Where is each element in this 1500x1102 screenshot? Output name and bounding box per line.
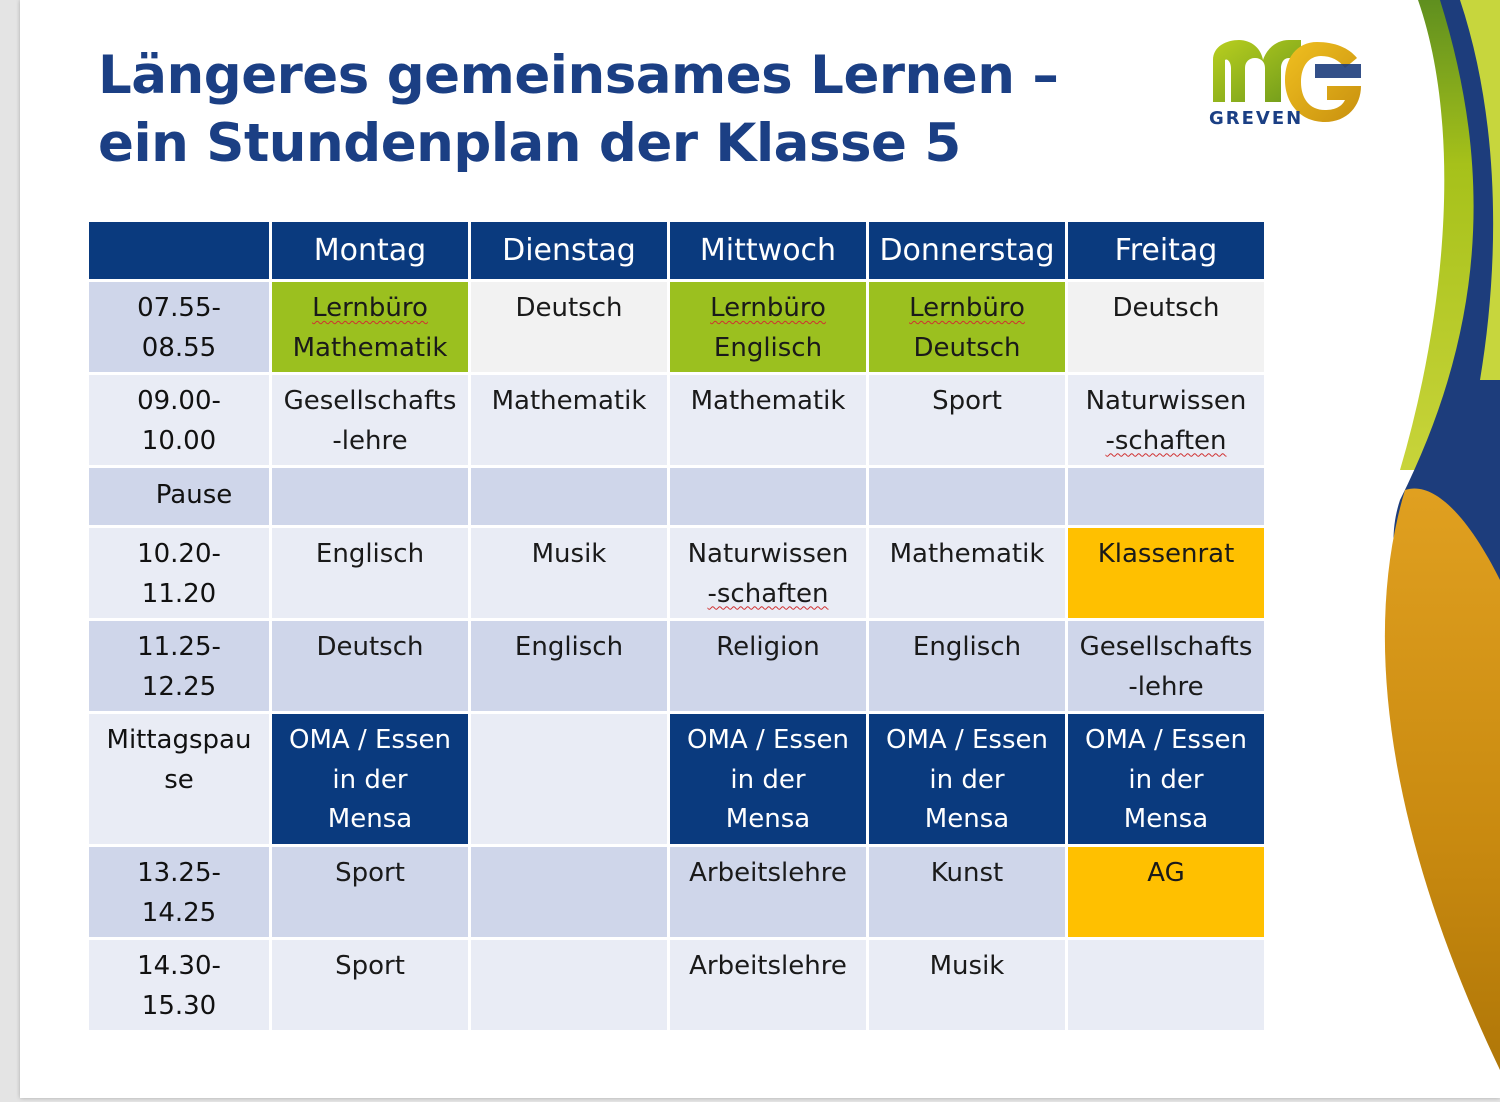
- lesson-label: Lernbüro Mathematik: [292, 293, 448, 363]
- lesson-cell: [868, 527, 1067, 620]
- table-row: [88, 846, 1266, 939]
- time-slot-label: Mittagspau se: [106, 725, 252, 795]
- day-header: Freitag: [1067, 221, 1266, 281]
- lesson-label: Sport: [932, 386, 1002, 416]
- time-slot: [88, 713, 271, 846]
- page-title-line-1: Längeres gemeinsames Lernen –: [98, 45, 1059, 106]
- lesson-cell: [868, 374, 1067, 467]
- lesson-cell: [868, 713, 1067, 846]
- header-corner: [88, 221, 271, 281]
- time-slot-label: 14.30- 15.30: [137, 951, 221, 1021]
- lesson-label: Lernbüro Deutsch: [909, 293, 1025, 363]
- lesson-cell: [669, 939, 868, 1032]
- lesson-cell: [470, 846, 669, 939]
- time-slot: [88, 374, 271, 467]
- lesson-label: Musik: [531, 539, 607, 569]
- lesson-label: [272, 468, 468, 475]
- lesson-label: Gesellschafts -lehre: [283, 386, 457, 456]
- lesson-label: AG: [1147, 858, 1185, 888]
- lesson-cell: [669, 620, 868, 713]
- time-slot-label: Pause: [155, 480, 233, 510]
- lesson-label: Englisch: [514, 632, 624, 662]
- lesson-cell: [470, 713, 669, 846]
- timetable: [86, 219, 1267, 1033]
- lesson-cell: [669, 713, 868, 846]
- header-row: [88, 221, 1266, 281]
- day-header: Donnerstag: [868, 221, 1067, 281]
- school-logo: [1205, 38, 1365, 138]
- table-row: [88, 467, 1266, 527]
- lesson-cell: [1067, 846, 1266, 939]
- table-row: [88, 713, 1266, 846]
- lesson-label: Gesellschafts -lehre: [1079, 632, 1253, 702]
- lesson-cell: [669, 527, 868, 620]
- time-slot: [88, 281, 271, 374]
- lesson-label: Klassenrat: [1097, 539, 1235, 569]
- lesson-label: OMA / Essen in der Mensa: [687, 725, 849, 834]
- day-header: Montag: [271, 221, 470, 281]
- lesson-cell: [868, 846, 1067, 939]
- lesson-label: Lernbüro Englisch: [710, 293, 826, 363]
- time-slot-label: 13.25- 14.25: [137, 858, 221, 928]
- lesson-cell: [669, 374, 868, 467]
- lesson-cell: [1067, 467, 1266, 527]
- lesson-cell: [669, 467, 868, 527]
- lesson-label: OMA / Essen in der Mensa: [886, 725, 1048, 834]
- lesson-label: [471, 847, 667, 854]
- logo-text: GREVEN: [1209, 108, 1304, 129]
- lesson-cell: [868, 281, 1067, 374]
- lesson-label: Sport: [335, 858, 405, 888]
- lesson-cell: [470, 527, 669, 620]
- lesson-cell: [271, 846, 470, 939]
- table-row: [88, 374, 1266, 467]
- lesson-cell: [470, 467, 669, 527]
- lesson-cell: [1067, 527, 1266, 620]
- lesson-label: Sport: [335, 951, 405, 981]
- lesson-label: [471, 940, 667, 947]
- time-slot: [88, 620, 271, 713]
- lesson-cell: [1067, 939, 1266, 1032]
- time-slot: [88, 467, 271, 527]
- time-slot-label: 11.25- 12.25: [137, 632, 221, 702]
- lesson-label: Englisch: [912, 632, 1022, 662]
- lesson-cell: [271, 713, 470, 846]
- time-slot-label: 07.55- 08.55: [137, 293, 221, 363]
- lesson-label: [1068, 940, 1264, 947]
- lesson-cell: [1067, 620, 1266, 713]
- lesson-cell: [868, 620, 1067, 713]
- table-row: [88, 527, 1266, 620]
- lesson-label: [471, 468, 667, 475]
- lesson-cell: [669, 846, 868, 939]
- table-row: [88, 620, 1266, 713]
- lesson-label: Religion: [716, 632, 820, 662]
- lesson-label: OMA / Essen in der Mensa: [1085, 725, 1247, 834]
- lesson-cell: [271, 467, 470, 527]
- lesson-label: Englisch: [315, 539, 425, 569]
- lesson-cell: [868, 467, 1067, 527]
- time-slot-label: 09.00- 10.00: [137, 386, 221, 456]
- lesson-cell: [470, 374, 669, 467]
- page-title: [98, 42, 1098, 178]
- lesson-cell: [1067, 713, 1266, 846]
- lesson-label: OMA / Essen in der Mensa: [289, 725, 451, 834]
- lesson-cell: [1067, 374, 1266, 467]
- lesson-label: Deutsch: [316, 632, 424, 662]
- lesson-cell: [470, 281, 669, 374]
- lesson-cell: [271, 281, 470, 374]
- lesson-label: [1068, 468, 1264, 475]
- table-row: [88, 281, 1266, 374]
- lesson-cell: [1067, 281, 1266, 374]
- lesson-cell: [271, 620, 470, 713]
- lesson-label: Deutsch: [515, 293, 623, 323]
- lesson-label: [471, 714, 667, 721]
- time-slot: [88, 939, 271, 1032]
- day-header: Dienstag: [470, 221, 669, 281]
- day-header: Mittwoch: [669, 221, 868, 281]
- slide: [20, 0, 1500, 1098]
- lesson-label: Mathematik: [889, 539, 1045, 569]
- lesson-label: Arbeitslehre: [689, 858, 847, 888]
- lesson-cell: [470, 620, 669, 713]
- time-slot: [88, 527, 271, 620]
- lesson-label: Naturwissen -schaften: [687, 539, 849, 609]
- lesson-label: Naturwissen -schaften: [1085, 386, 1247, 456]
- lesson-label: [670, 468, 866, 475]
- lesson-label: Deutsch: [1112, 293, 1220, 323]
- lesson-label: Kunst: [930, 858, 1004, 888]
- lesson-label: [869, 468, 1065, 475]
- lesson-cell: [470, 939, 669, 1032]
- lesson-label: Mathematik: [491, 386, 647, 416]
- lesson-label: Arbeitslehre: [689, 951, 847, 981]
- page-title-line-2: ein Stundenplan der Klasse 5: [98, 113, 961, 174]
- time-slot: [88, 846, 271, 939]
- lesson-cell: [868, 939, 1067, 1032]
- lesson-cell: [271, 374, 470, 467]
- table-row: [88, 939, 1266, 1032]
- lesson-label: Musik: [929, 951, 1005, 981]
- lesson-cell: [271, 939, 470, 1032]
- lesson-cell: [669, 281, 868, 374]
- lesson-cell: [271, 527, 470, 620]
- lesson-label: Mathematik: [690, 386, 846, 416]
- time-slot-label: 10.20- 11.20: [137, 539, 221, 609]
